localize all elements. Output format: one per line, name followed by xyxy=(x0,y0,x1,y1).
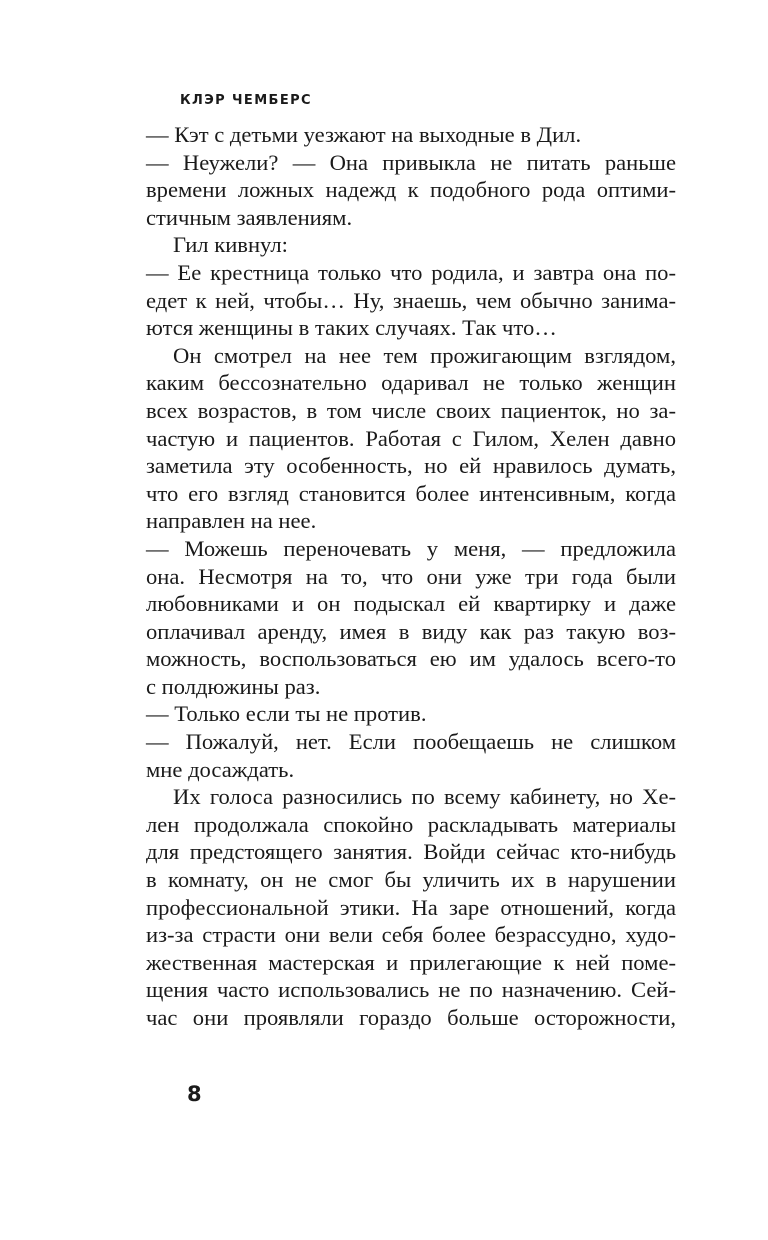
text-line: Гил кивнул: xyxy=(173,232,288,258)
text-line: для предстоящего занятия. Войди сейчас кто-нибудь xyxy=(146,839,676,865)
text-line: жественная мастерская и прилегающие к ней поме- xyxy=(146,949,676,975)
text-line: — Кэт с детьми уезжают на выходные в Дил. xyxy=(146,122,582,147)
running-head: КЛЭР ЧЕМБЕРС xyxy=(180,93,312,108)
text-line: Он смотрел на нее тем прожигающим взглядом, xyxy=(173,342,676,368)
text-line: стичным заявлениям. xyxy=(146,204,353,230)
text-line: она. Несмотря на то, что они уже три года были xyxy=(146,563,676,589)
text-line: можность, воспользоваться ею им удалось всего-то xyxy=(146,646,676,672)
text-line: направлен на нее. xyxy=(146,508,317,534)
text-line: оплачивал аренду, имея в виду как раз такую воз- xyxy=(146,618,676,644)
text-line: что его взгляд становится более интенсивным, когда xyxy=(146,480,676,506)
text-line: профессиональной этики. На заре отношений, когда xyxy=(146,894,676,920)
text-line: заметила эту особенность, но ей нравилось думать, xyxy=(146,453,676,479)
text-line: — Неужели? — Она привыкла не питать раньше xyxy=(146,149,676,175)
text-line: лен продолжала спокойно раскладывать материалы xyxy=(146,811,676,837)
text-line: времени ложных надежд к подобного рода оптими- xyxy=(146,177,676,203)
text-line: Их голоса разносились по всему кабинету, но Хе- xyxy=(173,784,676,810)
body-text xyxy=(146,121,676,1032)
text-line: — Только если ты не против. xyxy=(146,701,427,727)
text-line: в комнату, он не смог бы уличить их в нарушении xyxy=(146,867,676,893)
text-line: час они проявляли гораздо больше осторожности, xyxy=(146,1005,676,1030)
text-line: — Можешь переночевать у меня, — предложила xyxy=(146,535,676,561)
text-line: ются женщины в таких случаях. Так что… xyxy=(146,315,557,341)
text-line: из-за страсти они вели себя более безрассудно, худо- xyxy=(146,922,676,948)
text-line: — Ее крестница только что родила, и завтра она по- xyxy=(146,259,676,285)
page-number: 8 xyxy=(187,1082,202,1106)
text-line: с полдюжины раз. xyxy=(146,673,321,699)
text-line: мне досаждать. xyxy=(146,756,295,782)
text-line: едет к ней, чтобы… Ну, знаешь, чем обычно занима- xyxy=(146,287,676,313)
text-line: щения часто использовались не по назначению. Сей- xyxy=(146,977,676,1003)
text-line: любовниками и он подыскал ей квартирку и даже xyxy=(146,591,676,617)
text-line: всех возрастов, в том числе своих пациенток, но за- xyxy=(146,397,676,423)
text-line: — Пожалуй, нет. Если пообещаешь не слишком xyxy=(146,729,676,755)
text-line: каким бессознательно одаривал не только женщин xyxy=(146,370,676,396)
text-line: частую и пациентов. Работая с Гилом, Хелен давно xyxy=(146,425,676,451)
